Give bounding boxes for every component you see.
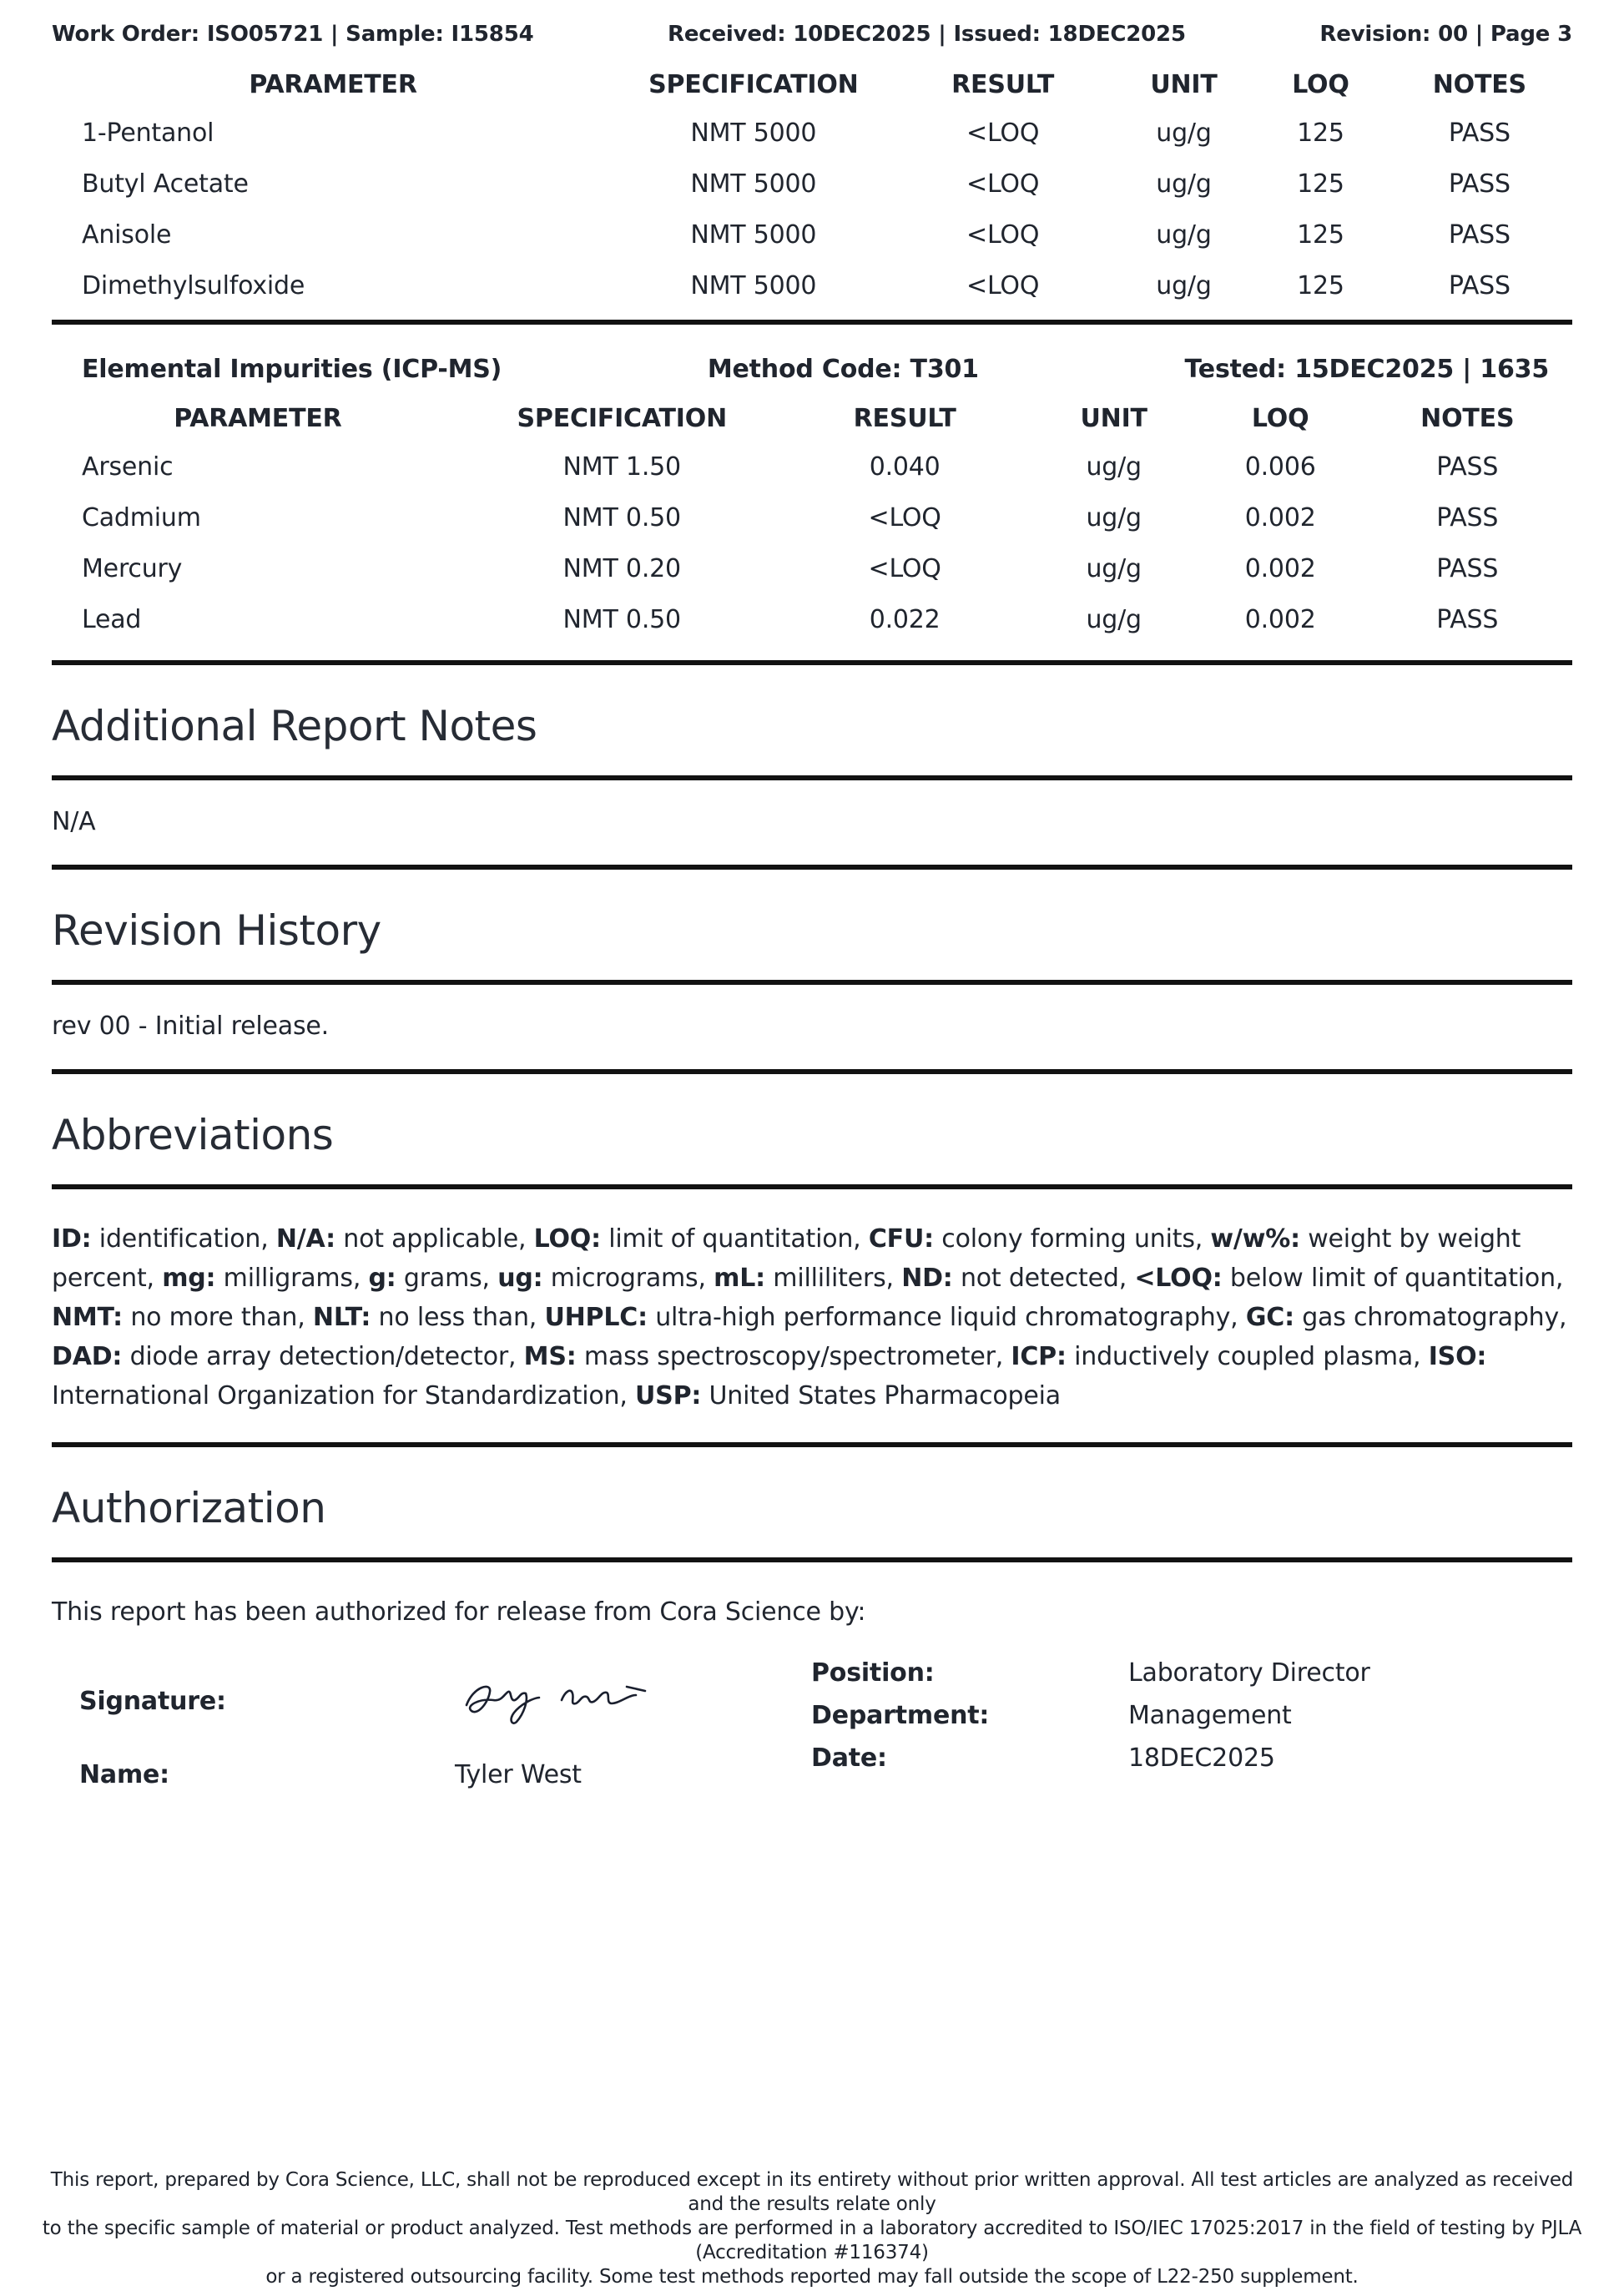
signature-label: Signature: (79, 1686, 226, 1716)
divider-rule (52, 865, 1572, 870)
table-cell: PASS (1448, 119, 1511, 148)
column-header-specification: SPECIFICATION (648, 70, 859, 99)
authorization-block (52, 1658, 1572, 1789)
table-row (52, 442, 1572, 492)
additional-report-notes-title: Additional Report Notes (52, 702, 537, 750)
signature-image (455, 1670, 786, 1732)
table-cell: 125 (1297, 169, 1344, 199)
abbreviation-term: N/A: (275, 1224, 335, 1254)
cell-parameter: Mercury (82, 554, 183, 583)
table-cell: ug/g (1156, 169, 1212, 199)
abbreviations-body: ID: identification, N/A: not applicable, LOQ: limit of quantitation, CFU: colony forming units, w/w%: weight by weight percent, mg: milligrams, g: grams, ug: micrograms, mL: milliliters, ND: not detected, <LOQ: below limit of quantitation, NMT: no more than, NLT: no less than, UHPLC: ultra-high performance liquid chromatography, GC: gas chromatography, DAD: diode array detection/detector, MS: mass spectroscopy/spectrometer, ICP: inductively coupled plasma, ISO: International Organization for Standardization, USP: United States Pharmacopeia (52, 1224, 1567, 1410)
divider-rule (52, 1069, 1572, 1074)
divider-rule (52, 320, 1572, 325)
date-label: Date: (811, 1743, 887, 1773)
divider-rule (52, 1442, 1572, 1447)
elemental-impurities-table (52, 391, 1572, 645)
footer-line: or a registered outsourcing facility. Some test methods reported may fall outside the scope of L22-250 supplement. (265, 2266, 1359, 2288)
work-order-sample: Work Order: ISO05721 | Sample: I15854 (52, 22, 534, 47)
divider-rule (52, 1557, 1572, 1562)
cell-parameter: Anisole (82, 220, 172, 250)
abbreviation-term: CFU: (868, 1224, 934, 1254)
column-header-unit: UNIT (1150, 70, 1218, 99)
table-row (52, 543, 1572, 594)
residual-solvents-table (52, 57, 1572, 311)
table-cell: ug/g (1086, 554, 1142, 583)
abbreviation-term: NMT: (52, 1303, 123, 1332)
department-value: Management (1128, 1701, 1292, 1730)
revision-history-body: rev 00 - Initial release. (52, 1012, 329, 1041)
cell-parameter: Dimethylsulfoxide (82, 271, 305, 300)
table-cell: PASS (1436, 452, 1499, 482)
table-row (52, 594, 1572, 645)
department-label: Department: (811, 1701, 990, 1730)
abbreviation-term: <LOQ: (1134, 1264, 1223, 1293)
abbreviations-title: Abbreviations (52, 1111, 334, 1159)
table-row (52, 159, 1572, 209)
column-header-result: RESULT (951, 70, 1055, 99)
table-cell: <LOQ (868, 503, 941, 532)
method-code: Method Code: T301 (707, 355, 979, 384)
column-header-parameter: PARAMETER (174, 404, 342, 433)
received-issued-dates: Received: 10DEC2025 | Issued: 18DEC2025 (668, 22, 1186, 47)
table-cell: NMT 1.50 (562, 452, 681, 482)
table-cell: ug/g (1086, 452, 1142, 482)
table-cell: NMT 5000 (690, 271, 817, 300)
table-cell: <LOQ (966, 119, 1040, 148)
table-cell: PASS (1436, 554, 1499, 583)
table-row (52, 492, 1572, 543)
elemental-impurities-header (52, 355, 1572, 384)
table-cell: <LOQ (966, 220, 1040, 250)
column-header-loq: LOQ (1292, 70, 1349, 99)
table-cell: NMT 5000 (690, 119, 817, 148)
cell-parameter: Butyl Acetate (82, 169, 249, 199)
column-header-specification: SPECIFICATION (517, 404, 727, 433)
authorization-title: Authorization (52, 1484, 326, 1532)
document-header (52, 22, 1572, 47)
column-header-notes: NOTES (1432, 70, 1526, 99)
table-cell: 125 (1297, 271, 1344, 300)
table-cell: PASS (1448, 169, 1511, 199)
authorization-right-column (786, 1658, 1572, 1789)
column-header-loq: LOQ (1251, 404, 1309, 433)
divider-rule (52, 980, 1572, 985)
table-cell: PASS (1448, 220, 1511, 250)
table-cell: <LOQ (966, 169, 1040, 199)
table-cell: ug/g (1156, 119, 1212, 148)
footer-line: to the specific sample of material or product analyzed. Test methods are performed in a laboratory accredited to ISO/IEC 17025:2017 in the field of testing by PJLA (Accreditation #116374) (42, 2218, 1582, 2263)
abbreviation-term: USP: (635, 1381, 702, 1410)
table-cell: ug/g (1086, 605, 1142, 634)
abbreviation-term: w/w%: (1210, 1224, 1300, 1254)
table-row (52, 108, 1572, 159)
table-cell: 125 (1297, 220, 1344, 250)
column-header-result: RESULT (853, 404, 956, 433)
revision-history-title: Revision History (52, 906, 381, 955)
divider-rule (52, 775, 1572, 780)
subsection-title: Elemental Impurities (ICP-MS) (82, 355, 502, 384)
table-cell: 0.006 (1244, 452, 1316, 482)
position-value: Laboratory Director (1128, 1658, 1370, 1688)
name-value: Tyler West (455, 1760, 582, 1789)
abbreviation-term: ICP: (1011, 1342, 1067, 1371)
abbreviation-term: ug: (497, 1264, 543, 1293)
column-header-unit: UNIT (1080, 404, 1147, 433)
revision-page-number: Revision: 00 | Page 3 (1319, 22, 1572, 47)
table-cell: 0.002 (1244, 503, 1316, 532)
abbreviation-term: LOQ: (533, 1224, 601, 1254)
date-value: 18DEC2025 (1128, 1743, 1275, 1773)
abbreviation-term: ND: (901, 1264, 953, 1293)
table-cell: 0.002 (1244, 605, 1316, 634)
table-cell: ug/g (1156, 220, 1212, 250)
legal-footer (30, 2168, 1594, 2289)
table-cell: PASS (1436, 605, 1499, 634)
table-cell: <LOQ (868, 554, 941, 583)
abbreviation-term: UHPLC: (544, 1303, 648, 1332)
table-header-row (52, 391, 1572, 442)
table-cell: PASS (1436, 503, 1499, 532)
table-cell: 0.022 (869, 605, 941, 634)
authorization-left-column (52, 1658, 786, 1789)
table-cell: 0.002 (1244, 554, 1316, 583)
abbreviation-term: GC: (1245, 1303, 1294, 1332)
column-header-notes: NOTES (1420, 404, 1515, 433)
cell-parameter: Lead (82, 605, 142, 634)
additional-report-notes-body: N/A (52, 807, 96, 836)
table-cell: NMT 0.50 (562, 605, 681, 634)
table-cell: NMT 0.20 (562, 554, 681, 583)
abbreviation-term: DAD: (52, 1342, 123, 1371)
abbreviation-term: ID: (52, 1224, 92, 1254)
table-cell: 125 (1297, 119, 1344, 148)
table-cell: ug/g (1156, 271, 1212, 300)
abbreviation-term: mg: (162, 1264, 216, 1293)
table-row (52, 209, 1572, 260)
table-cell: NMT 0.50 (562, 503, 681, 532)
table-cell: NMT 5000 (690, 220, 817, 250)
name-label: Name: (79, 1760, 169, 1789)
table-cell: ug/g (1086, 503, 1142, 532)
tested-date: Tested: 15DEC2025 | 1635 (1184, 355, 1549, 384)
abbreviation-term: ISO: (1428, 1342, 1487, 1371)
cell-parameter: Arsenic (82, 452, 174, 482)
abbreviation-term: MS: (523, 1342, 577, 1371)
footer-line: This report, prepared by Cora Science, LLC, shall not be reproduced except in its entirety without prior written approval. All test articles are analyzed as received and the results relate only (50, 2169, 1574, 2215)
table-cell: PASS (1448, 271, 1511, 300)
table-row (52, 260, 1572, 311)
table-cell: NMT 5000 (690, 169, 817, 199)
position-label: Position: (811, 1658, 935, 1688)
column-header-parameter: PARAMETER (249, 70, 417, 99)
table-cell: 0.040 (869, 452, 941, 482)
cell-parameter: Cadmium (82, 503, 201, 532)
abbreviation-term: g: (368, 1264, 396, 1293)
table-header-row (52, 57, 1572, 108)
table-cell: <LOQ (966, 271, 1040, 300)
cell-parameter: 1-Pentanol (82, 119, 214, 148)
divider-rule (52, 1184, 1572, 1189)
divider-rule (52, 660, 1572, 665)
abbreviation-term: NLT: (312, 1303, 371, 1332)
authorization-intro: This report has been authorized for release from Cora Science by: (52, 1597, 866, 1627)
abbreviation-term: mL: (714, 1264, 765, 1293)
